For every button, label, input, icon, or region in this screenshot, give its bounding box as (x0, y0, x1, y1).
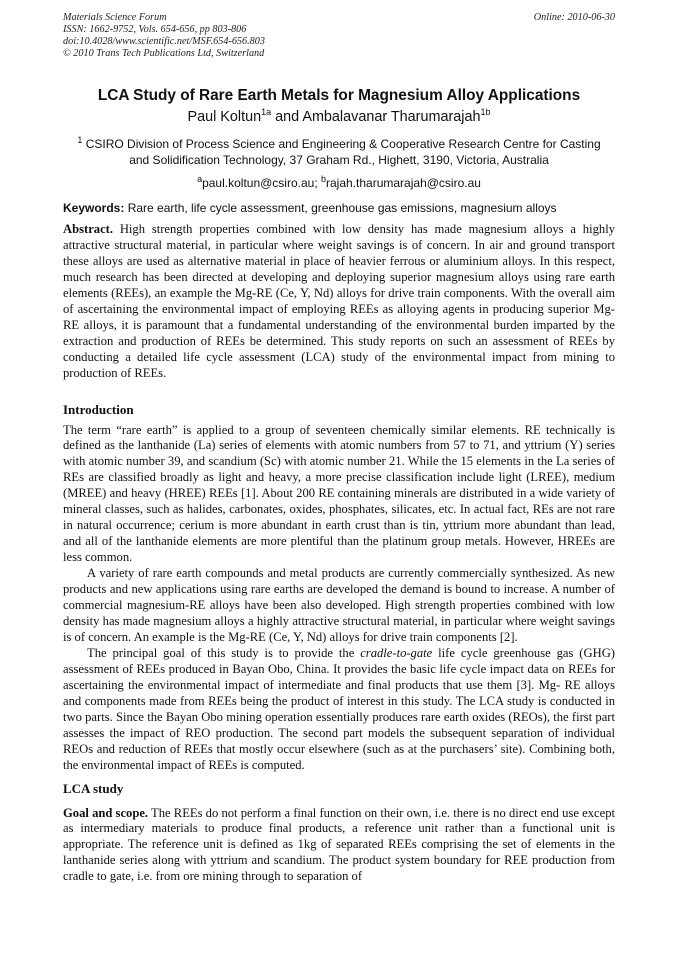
affiliation-text: CSIRO Division of Process Science and Engineering & Cooperative Research Centre for Casting and Solidification Technology, 37 Graham Rd., Highett, 3190, Victoria, Australia (82, 137, 601, 167)
online-date: Online: 2010-06-30 (533, 12, 615, 23)
body-paragraph (63, 806, 615, 886)
abstract-text: High strength properties combined with low density has made magnesium alloys a highly attractive structural material, in particular where weight savings is of concern. In air and ground transport these alloys are used as alternative material in place of heavier ferrous or aluminium alloys. In this respect, much research has been directed at developing and deploying superior magnesium alloys using rare earth elements (REEs), an example the Mg-RE (Ce, Y, Nd) alloys for drive train components. With the overall aim of ascertaining the environmental impact of employing REEs as alloying agents in producing superior Mg-RE alloys, it is paramount that a fundamental understanding of the environmental burden imparted by the extraction and production of REEs be determined. This study reports on such an assessment of REEs by conducting a detailed life cycle assessment (LCA) study of the environmental impact from mining to production of REEs. (63, 222, 615, 380)
affiliation-marker: 1 (77, 135, 83, 145)
keywords-label: Keywords: (63, 201, 125, 215)
doi-line: doi:10.4028/www.scientific.net/MSF.654-656.803 (63, 36, 265, 47)
keywords-text: Rare earth, life cycle assessment, greenhouse gas emissions, magnesium alloys (124, 201, 557, 215)
email-marker: b (321, 174, 327, 184)
author-name: Paul Koltun (187, 109, 262, 125)
paragraph-text: life cycle greenhouse gas (GHG) assessment of REEs produced in Bayan Obo, China. It provides the basic life cycle impact data on REEs for ascertaining the environmental impact of intermediate and final products that use them [3]. Mg- RE alloys and components made from REEs being the product of interest in this study. The LCA study is conducted in two parts. Since the Bayan Obo mining operation essentially produces rare earth oxides (REOs), the first part assesses the impact of REO production. The second part models the subsequent separation of individual REOs and reduction of REEs that mostly occur elsewhere (such as at the purchasers’ site). Combining both, the environmental impact of REEs is computed. (63, 645, 615, 772)
email-link[interactable]: paul.koltun@csiro.au; (202, 176, 321, 190)
keywords (63, 200, 615, 216)
abstract-label: Abstract. (63, 222, 114, 236)
subsection-runin-label: Goal and scope. (63, 805, 149, 820)
section-heading-lca-study: LCA study (63, 780, 124, 796)
email-link[interactable]: rajah.tharumarajah@csiro.au (326, 176, 481, 190)
journal-name: Materials Science Forum (63, 12, 167, 23)
body-paragraph: The term “rare earth” is applied to a group of seventeen chemically similar elements. RE technically is defined as the lanthanide (La) series of elements with atomic numbers from 57 to 71, and yttrium (Y) series with atomic number 39, and scandium (Sc) with atomic number 21. While the 15 elements in the La series of REs are classified broadly as light and heavy, a more precise classification include light (LREE), medium (MREE) and heavy (HREE) REEs [1]. About 200 RE containing minerals are distributed in a wide variety of mineral classes, such as halides, carbonates, oxides, phosphates, silicates, etc. In actual fact, REs are not rare in natural occurrence; cerium is more abundant in earth crust than is tin, yttrium more abundant than lead, and all of the lanthanide elements are more plentiful than the platinum group metals. However, HREEs are less common. (63, 422, 615, 565)
emphasis-term: cradle-to-gate (360, 645, 433, 660)
body-paragraph: A variety of rare earth compounds and metal products are currently commercially synthesized. As new products and new applications using rare earths are developed the demand is bound to increase. A number of commercial magnesium-RE alloys have been also developed. High strength properties combined with low density has made magnesium alloys a highly attractive structural material, in particular where weight savings is of concern. An example is the Mg-RE (Ce, Y, Nd) alloys for drive train components [2]. (63, 566, 615, 644)
author-emails (63, 175, 615, 191)
email-marker: a (197, 174, 203, 184)
issn-line: ISSN: 1662-9752, Vols. 654-656, pp 803-806 (63, 24, 247, 35)
paper-page (63, 12, 615, 885)
author-name: Ambalavanar Tharumarajah (302, 109, 481, 125)
author-conjunction: and (271, 109, 303, 125)
abstract-paragraph (63, 222, 615, 382)
body-paragraph (63, 646, 615, 774)
journal-header (63, 12, 615, 68)
affiliation (63, 136, 615, 168)
section-heading-introduction: Introduction (63, 401, 134, 417)
author-line (63, 108, 615, 126)
paragraph-text: The principal goal of this study is to provide the (87, 645, 361, 660)
author-affil-marker: 1a (261, 107, 272, 118)
author-affil-marker: 1b (480, 107, 491, 118)
paragraph-text: The REEs do not perform a final function on their own, i.e. there is no direct end use except as intermediary materials to produce final products, a reference unit rather than a functional unit is appropriate. The reference unit is defined as 1kg of separated REEs comprising the set of elements in the lanthanide series along with yttrium and scandium. The product system boundary for REE production from cradle to gate, i.e. from ore mining through to separation of (63, 805, 615, 884)
citation-block (63, 12, 615, 60)
copyright-line: © 2010 Trans Tech Publications Ltd, Switzerland (63, 48, 265, 59)
paper-title: LCA Study of Rare Earth Metals for Magnesium Alloy Applications (97, 87, 581, 104)
